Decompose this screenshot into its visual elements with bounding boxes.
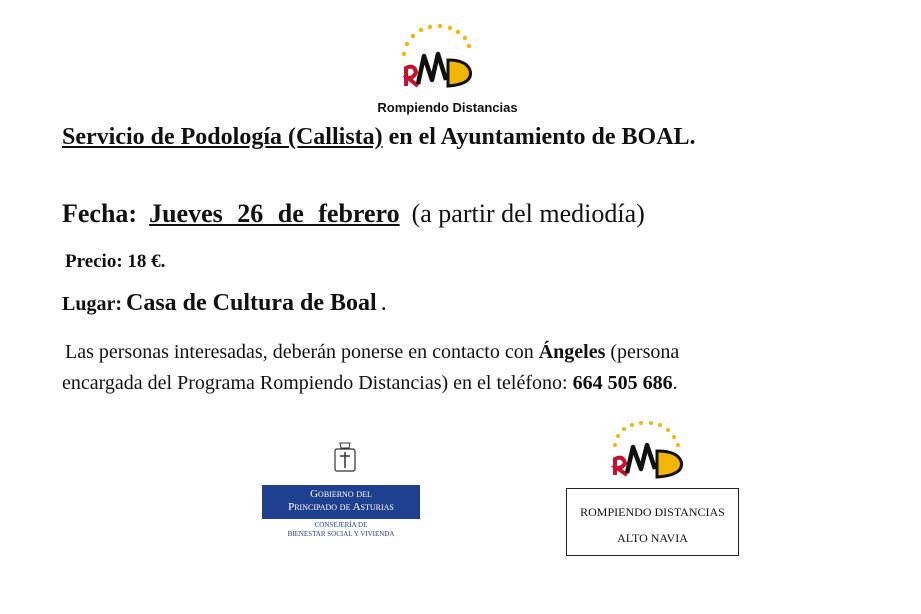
rompiendo-distancias-logo-icon: [398, 24, 478, 94]
place-value: Casa de Cultura de Boal: [126, 290, 377, 316]
place-line: [62, 290, 387, 317]
contact-text-2: (persona: [605, 341, 680, 363]
program-box: [566, 488, 739, 556]
date-label: Fecha:: [62, 199, 138, 228]
price-line: Precio: 18 €.: [65, 251, 166, 272]
program-area: ALTO NAVIA: [617, 531, 688, 545]
date-note: (a partir del mediodía): [411, 199, 645, 228]
contact-end: .: [672, 372, 678, 394]
gov-name-box: [262, 485, 420, 519]
place-label: Lugar:: [62, 293, 122, 315]
place-end: .: [380, 290, 387, 316]
rompiendo-distancias-logo-small-icon: [605, 421, 689, 481]
service-location: en el Ayuntamiento de BOAL.: [382, 124, 696, 150]
gov-line-1: Gobierno del: [310, 488, 372, 500]
gov-department: [262, 521, 420, 539]
contact-name: Ángeles: [538, 341, 606, 363]
gov-sub-1: CONSEJERÍA DE: [314, 521, 368, 529]
government-logo: [256, 437, 440, 547]
date-line: [62, 199, 645, 229]
contact-text: Las personas interesadas, deberán ponerse en contacto con: [65, 341, 539, 363]
gov-line-2: Principado de Asturias: [288, 501, 394, 513]
contact-line-1: [62, 337, 862, 368]
service-title: Servicio de Podología (Callista): [62, 124, 383, 150]
contact-text-3: encargada del Programa Rompiendo Distancias) en el teléfono:: [62, 372, 573, 394]
program-name: ROMPIENDO DISTANCIAS: [580, 505, 725, 519]
contact-line-2: [62, 368, 862, 399]
page-title: [62, 124, 696, 151]
gov-sub-2: BIENESTAR SOCIAL Y VIVIENDA: [287, 530, 395, 538]
asturias-crest-icon: [332, 441, 358, 473]
contact-paragraph: [62, 337, 862, 399]
date-value: Jueves 26 de febrero: [149, 199, 400, 228]
phone-number: 664 505 686: [572, 372, 673, 394]
brand-caption: Rompiendo Distancias: [377, 100, 518, 115]
